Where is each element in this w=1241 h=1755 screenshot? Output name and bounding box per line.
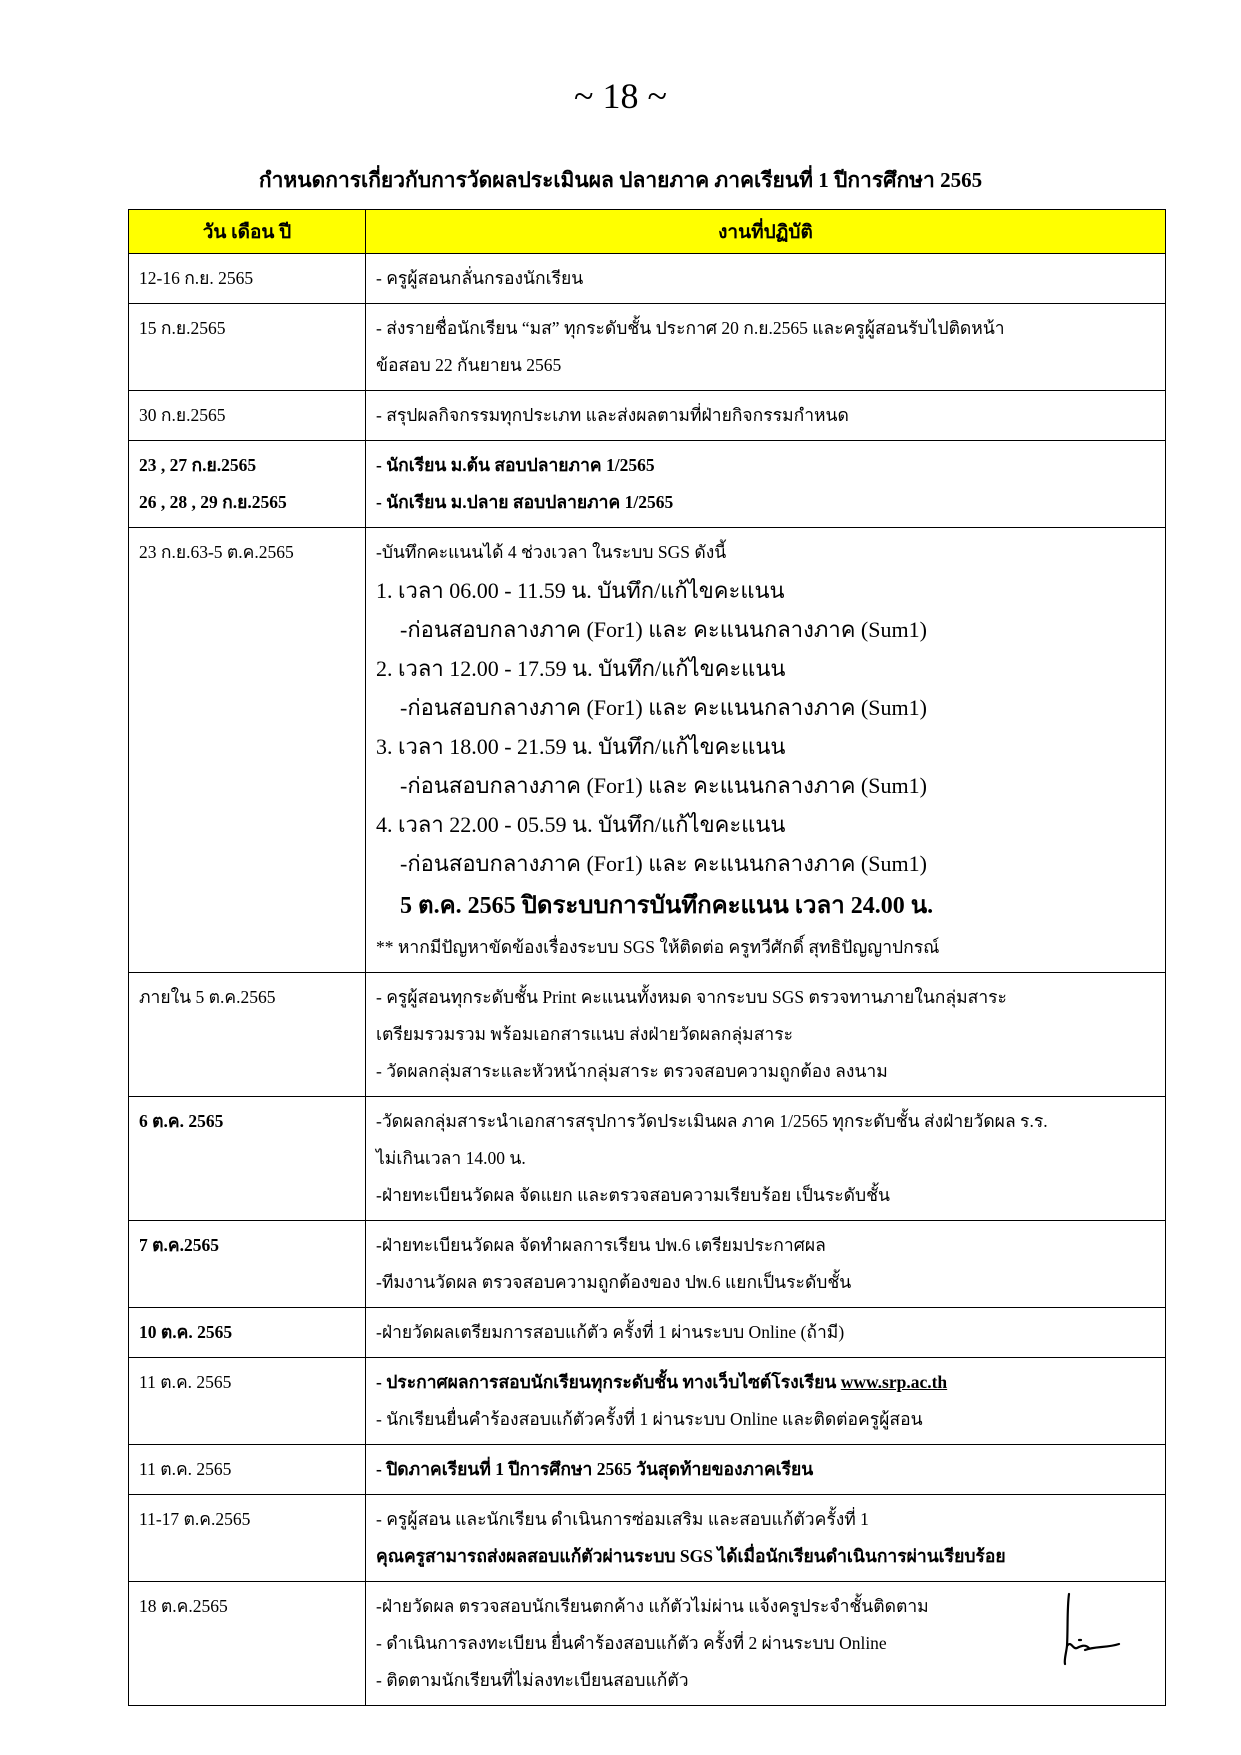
task-line: -ก่อนสอบกลางภาค (For1) และ คะแนนกลางภาค (Sum1) <box>400 695 927 720</box>
task-cell <box>366 1358 1166 1445</box>
task-line: -วัดผลกลุ่มสาระนำเอกสารสรุปการวัดประเมินผล ภาค 1/2565 ทุกระดับชั้น ส่งฝ่ายวัดผล ร.ร. <box>376 1111 1048 1131</box>
table-row <box>129 441 1166 528</box>
table-row <box>129 391 1166 441</box>
task-line: - ครูผู้สอน และนักเรียน ดำเนินการซ่อมเสริม และสอบแก้ตัวครั้งที่ 1 <box>376 1509 869 1529</box>
task-cell <box>366 254 1166 304</box>
table-row <box>129 1582 1166 1706</box>
table-row <box>129 1445 1166 1495</box>
date-cell <box>129 1495 366 1582</box>
date-text: 12-16 ก.ย. 2565 <box>139 268 254 288</box>
table-row <box>129 1097 1166 1221</box>
date-cell <box>129 1445 366 1495</box>
school-website-link[interactable]: www.srp.ac.th <box>840 1372 948 1392</box>
document-title: กำหนดการเกี่ยวกับการวัดผลประเมินผล ปลายภาค ภาคเรียนที่ 1 ปีการศึกษา 2565 <box>258 168 983 192</box>
date-text: 15 ก.ย.2565 <box>139 318 226 338</box>
task-line: - นักเรียนยื่นคำร้องสอบแก้ตัวครั้งที่ 1 ผ่านระบบ Online และติดต่อครูผู้สอน <box>376 1409 923 1429</box>
task-line: -ก่อนสอบกลางภาค (For1) และ คะแนนกลางภาค (Sum1) <box>400 851 927 876</box>
table-row <box>129 528 1166 973</box>
task-line: - นักเรียน ม.ปลาย สอบปลายภาค 1/2565 <box>376 492 674 512</box>
date-cell <box>129 973 366 1097</box>
table-row <box>129 1308 1166 1358</box>
task-line: -ก่อนสอบกลางภาค (For1) และ คะแนนกลางภาค (Sum1) <box>400 617 927 642</box>
task-line: 2. เวลา 12.00 - 17.59 น. บันทึก/แก้ไขคะแนน <box>376 656 786 681</box>
task-line: - ติดตามนักเรียนที่ไม่ลงทะเบียนสอบแก้ตัว <box>376 1670 689 1690</box>
table-row <box>129 304 1166 391</box>
task-line: -บันทึกคะแนนได้ 4 ช่วงเวลา ในระบบ SGS ดังนี้ <box>376 542 727 562</box>
table-row <box>129 1221 1166 1308</box>
table-row <box>129 254 1166 304</box>
task-line: -ฝ่ายวัดผล ตรวจสอบนักเรียนตกค้าง แก้ตัวไม่ผ่าน แจ้งครูประจำชั้นติดตาม <box>376 1596 929 1616</box>
date-text: 23 , 27 ก.ย.2565 <box>139 455 257 475</box>
date-text: 7 ต.ค.2565 <box>139 1235 219 1255</box>
task-line: คุณครูสามารถส่งผลสอบแก้ตัวผ่านระบบ SGS ได้เมื่อนักเรียนดำเนินการผ่านเรียบร้อย <box>376 1546 1006 1566</box>
table-header-row <box>129 210 1166 254</box>
task-line: 3. เวลา 18.00 - 21.59 น. บันทึก/แก้ไขคะแนน <box>376 734 786 759</box>
task-line <box>376 1364 1155 1401</box>
task-cell <box>366 528 1166 973</box>
date-cell <box>129 1221 366 1308</box>
task-line: เตรียมรวมรวม พร้อมเอกสารแนบ ส่งฝ่ายวัดผลกลุ่มสาระ <box>376 1024 794 1044</box>
date-cell <box>129 528 366 973</box>
date-text: 10 ต.ค. 2565 <box>139 1322 233 1342</box>
signature <box>1055 1588 1125 1668</box>
date-text: 11 ต.ค. 2565 <box>139 1459 232 1479</box>
task-cell <box>366 1445 1166 1495</box>
task-line: - สรุปผลกิจกรรมทุกประเภท และส่งผลตามที่ฝ่ายกิจกรรมกำหนด <box>376 405 849 425</box>
task-line: -ก่อนสอบกลางภาค (For1) และ คะแนนกลางภาค (Sum1) <box>400 773 927 798</box>
task-cell <box>366 304 1166 391</box>
task-line: - ครูผู้สอนกลั่นกรองนักเรียน <box>376 268 584 288</box>
date-text: 26 , 28 , 29 ก.ย.2565 <box>139 492 287 512</box>
table-row <box>129 1495 1166 1582</box>
date-text: 11-17 ต.ค.2565 <box>139 1509 251 1529</box>
task-cell <box>366 1308 1166 1358</box>
date-text: ภายใน 5 ต.ค.2565 <box>139 987 276 1007</box>
header-task: งานที่ปฏิบัติ <box>366 210 1166 254</box>
date-cell <box>129 304 366 391</box>
task-line: ** หากมีปัญหาขัดข้องเรื่องระบบ SGS ให้ติดต่อ ครูทวีศักดิ์ สุทธิปัญญาปกรณ์ <box>376 937 940 957</box>
task-line: -ฝ่ายทะเบียนวัดผล จัดแยก และตรวจสอบความเรียบร้อย เป็นระดับชั้น <box>376 1185 890 1205</box>
task-cell <box>366 973 1166 1097</box>
date-text: 11 ต.ค. 2565 <box>139 1372 232 1392</box>
task-cell <box>366 441 1166 528</box>
task-line: ไม่เกินเวลา 14.00 น. <box>376 1148 526 1168</box>
date-cell <box>129 1582 366 1706</box>
close-system-notice: 5 ต.ค. 2565 ปิดระบบการบันทึกคะแนน เวลา 24.00 น. <box>400 893 934 919</box>
task-cell <box>366 1221 1166 1308</box>
table-row <box>129 973 1166 1097</box>
date-cell <box>129 1308 366 1358</box>
date-text: 30 ก.ย.2565 <box>139 405 226 425</box>
date-cell <box>129 254 366 304</box>
task-line: - ปิดภาคเรียนที่ 1 ปีการศึกษา 2565 วันสุดท้ายของภาคเรียน <box>376 1459 814 1479</box>
task-cell <box>366 1582 1166 1706</box>
date-cell <box>129 1097 366 1221</box>
page-number: ~ 18 ~ <box>574 76 667 116</box>
date-text: 6 ต.ค. 2565 <box>139 1111 224 1131</box>
date-text: 18 ต.ค.2565 <box>139 1596 228 1616</box>
announcement-text: - ประกาศผลการสอบนักเรียนทุกระดับชั้น ทางเว็บไซต์โรงเรียน <box>376 1372 841 1392</box>
task-cell <box>366 1495 1166 1582</box>
task-line: 1. เวลา 06.00 - 11.59 น. บันทึก/แก้ไขคะแนน <box>376 578 785 603</box>
date-cell <box>129 391 366 441</box>
task-line: -ฝ่ายทะเบียนวัดผล จัดทำผลการเรียน ปพ.6 เตรียมประกาศผล <box>376 1235 826 1255</box>
table-row <box>129 1358 1166 1445</box>
task-line: 4. เวลา 22.00 - 05.59 น. บันทึก/แก้ไขคะแนน <box>376 812 786 837</box>
task-line: - ครูผู้สอนทุกระดับชั้น Print คะแนนทั้งหมด จากระบบ SGS ตรวจทานภายในกลุ่มสาระ <box>376 987 1007 1007</box>
task-line: ข้อสอบ 22 กันยายน 2565 <box>376 355 562 375</box>
task-line: - วัดผลกลุ่มสาระและหัวหน้ากลุ่มสาระ ตรวจสอบความถูกต้อง ลงนาม <box>376 1061 888 1081</box>
task-cell <box>366 391 1166 441</box>
schedule-table <box>128 209 1166 1706</box>
task-line: -ฝ่ายวัดผลเตรียมการสอบแก้ตัว ครั้งที่ 1 ผ่านระบบ Online (ถ้ามี) <box>376 1322 845 1342</box>
header-date: วัน เดือน ปี <box>129 210 366 254</box>
date-cell <box>129 441 366 528</box>
task-line: - ดำเนินการลงทะเบียน ยื่นคำร้องสอบแก้ตัว ครั้งที่ 2 ผ่านระบบ Online <box>376 1633 887 1653</box>
date-cell <box>129 1358 366 1445</box>
task-line: - นักเรียน ม.ต้น สอบปลายภาค 1/2565 <box>376 455 655 475</box>
task-cell <box>366 1097 1166 1221</box>
task-line: -ทีมงานวัดผล ตรวจสอบความถูกต้องของ ปพ.6 แยกเป็นระดับชั้น <box>376 1272 852 1292</box>
task-line: - ส่งรายชื่อนักเรียน “มส” ทุกระดับชั้น ประกาศ 20 ก.ย.2565 และครูผู้สอนรับไปติดหน้า <box>376 318 1005 338</box>
date-text: 23 ก.ย.63-5 ต.ค.2565 <box>139 542 294 562</box>
